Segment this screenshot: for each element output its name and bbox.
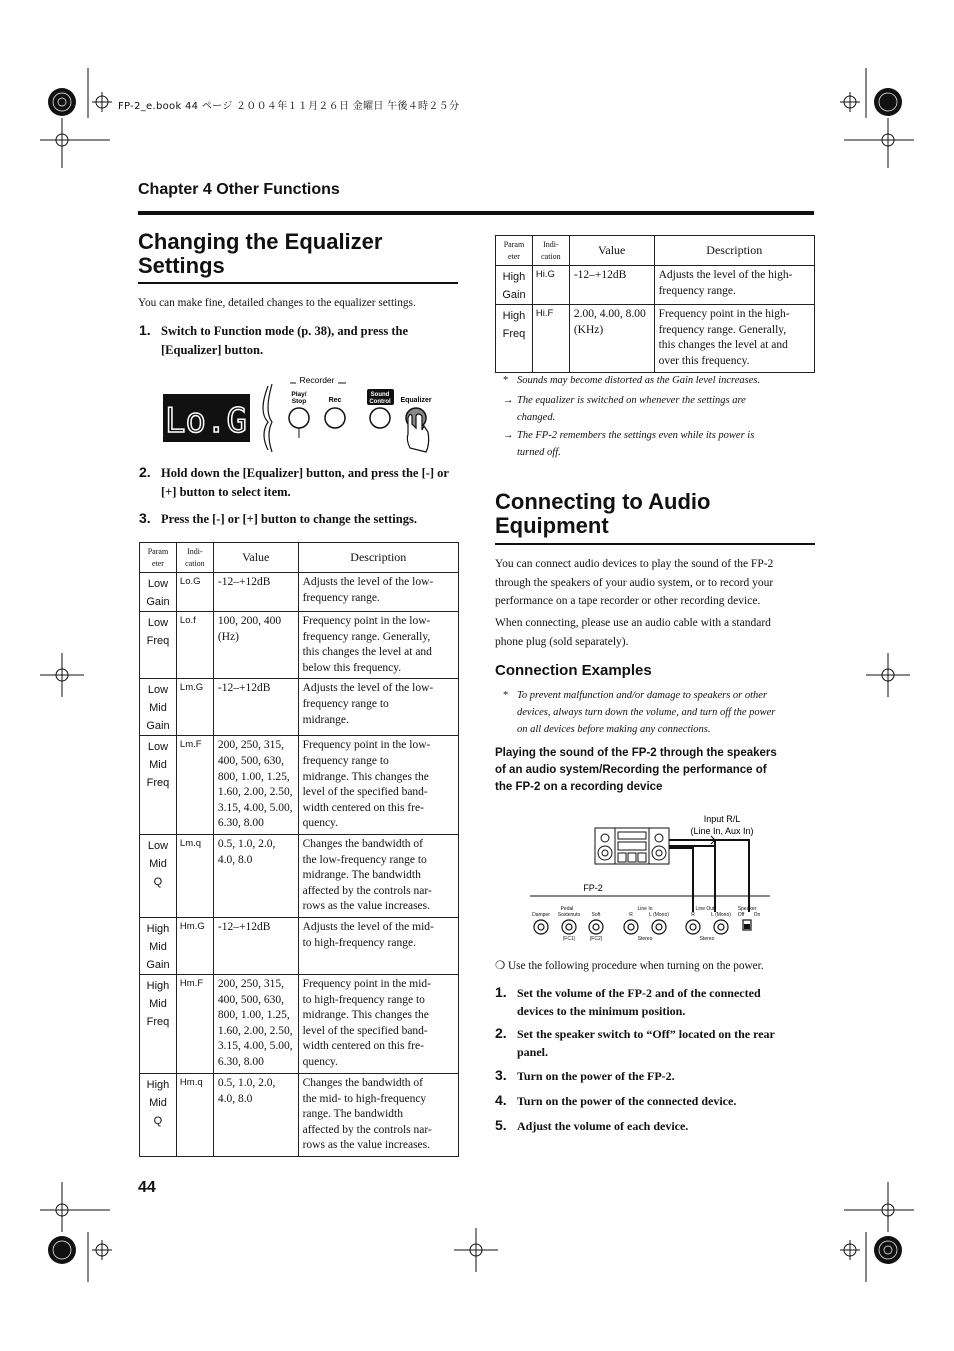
description-cell: Frequency point in the high- frequency range. Generally, this changes the level at and over this frequency.: [654, 305, 814, 373]
eq-step-3: [139, 510, 459, 529]
svg-text:On: On: [753, 912, 761, 918]
equalizer-intro: You can make fine, detailed changes to the equalizer settings.: [138, 297, 416, 309]
svg-text:Stereo: Stereo: [699, 936, 715, 942]
indication-cell: Lo.G: [176, 573, 213, 612]
svg-text:Line Out: Line Out: [695, 906, 715, 912]
description-cell: Frequency point in the low- frequency range. Generally, this changes the level at and below this frequency.: [298, 612, 458, 679]
play-stop-button: [289, 408, 309, 428]
note: → The equalizer is switched on whenever the settings are changed.: [503, 395, 746, 423]
input-label: Input R/L: [703, 814, 741, 824]
power-step: 1. Set the volume of the FP-2 and of the connected devices to the minimum position.: [495, 984, 761, 1018]
step-number: 1.: [139, 322, 151, 338]
param-cell: Low Mid Freq: [140, 736, 177, 835]
sound-control-label: Sound: [370, 392, 390, 398]
col-value-header: Value: [213, 543, 298, 573]
svg-text:Line In: Line In: [637, 906, 653, 912]
col-description-header: Description: [298, 543, 458, 573]
description-cell: Adjusts the level of the low- frequency range.: [298, 573, 458, 612]
svg-text:(FC2): (FC2): [589, 936, 603, 942]
indication-cell: Lm.q: [176, 834, 213, 917]
col-description-header: Description: [654, 236, 814, 266]
table-row: [496, 305, 815, 373]
step-text: Hold down the [Equalizer] button, and press the [-] or [+] button to select item.: [161, 466, 449, 499]
svg-text:Damper: Damper: [532, 912, 550, 918]
svg-text:Speaker: Speaker: [737, 906, 757, 912]
svg-text:R: R: [629, 912, 633, 918]
caution-note: * To prevent malfunction and/or damage to speakers or other devices, always turn down the volume, and turn off the power on all devices before making any connections.: [503, 690, 776, 735]
col-param-header: Param eter: [496, 236, 533, 266]
panel-illustration: [160, 372, 440, 456]
equalizer-title: [138, 230, 382, 278]
value-cell: -12–+12dB: [213, 679, 298, 736]
value-cell: -12–+12dB: [569, 266, 654, 305]
param-cell: Low Freq: [140, 612, 177, 679]
value-cell: -12–+12dB: [213, 573, 298, 612]
power-step: 5. Adjust the volume of each device.: [495, 1117, 689, 1133]
connection-example-heading: Playing the sound of the FP-2 through the speakers of an audio system/Recording the performance of the FP-2 on a recording device: [495, 747, 777, 793]
svg-text:Stereo: Stereo: [637, 936, 653, 942]
eq-step-2: [139, 464, 459, 502]
value-cell: 200, 250, 315, 400, 500, 630, 800, 1.00, 1.25, 1.60, 2.00, 2.50, 3.15, 4.00, 5.00, 6.30, 8.00: [213, 736, 298, 835]
table-row: [140, 974, 459, 1073]
param-cell: High Gain: [496, 266, 533, 305]
param-cell: High Freq: [496, 305, 533, 373]
equalizer-param-table: [139, 542, 459, 1157]
value-cell: 100, 200, 400 (Hz): [213, 612, 298, 679]
value-cell: 2.00, 4.00, 8.00 (KHz): [569, 305, 654, 373]
step-number: 1.: [495, 984, 507, 1000]
chapter-title: Chapter 4 Other Functions: [138, 181, 340, 198]
step-text: Press the [-] or [+] button to change the settings.: [161, 512, 417, 526]
audio-title: [495, 490, 710, 538]
panel-divider: [263, 386, 268, 450]
param-cell: High Mid Q: [140, 1073, 177, 1156]
note: * Sounds may become distorted as the Gain level increases.: [503, 375, 761, 386]
param-cell: Low Gain: [140, 573, 177, 612]
page-number: 44: [138, 1179, 156, 1196]
indication-cell: Lm.F: [176, 736, 213, 835]
power-step: 2. Set the speaker switch to “Off” located on the rear panel.: [495, 1025, 775, 1059]
step-number: 4.: [495, 1092, 507, 1108]
sound-control-button: [370, 408, 390, 428]
step-number: 3.: [139, 510, 151, 526]
description-cell: Frequency point in the low- frequency range to midrange. This changes the level of the specified band- width centered on this fre- quency.: [298, 736, 458, 835]
table-row: [140, 736, 459, 835]
param-cell: Low Mid Gain: [140, 679, 177, 736]
svg-text:Sostenuto: Sostenuto: [557, 912, 581, 918]
audio-system-icon: [595, 828, 669, 864]
table-row: [140, 917, 459, 974]
svg-text:Pedal: Pedal: [560, 906, 574, 912]
step-number: 5.: [495, 1117, 507, 1133]
rec-label: Rec: [328, 397, 342, 404]
description-cell: Adjusts the level of the high- frequency range.: [654, 266, 814, 305]
input-sublabel: (Line In, Aux In): [690, 826, 754, 836]
indication-cell: Lm.G: [176, 679, 213, 736]
play-stop-label: Play/ Stop: [291, 391, 307, 405]
table-row: [496, 266, 815, 305]
equalizer-title-rule: [138, 282, 458, 284]
description-cell: Changes the bandwidth of the mid- to high-frequency range. The bandwidth affected by the controls nar- rows as the value increases.: [298, 1073, 458, 1156]
rec-button: [325, 408, 345, 428]
audio-cable: [669, 840, 749, 912]
audio-para-1: You can connect audio devices to play the sound of the FP-2 through the speakers of your audio system, or to record your performance on a tape recorder or other recording device.: [495, 558, 774, 607]
value-cell: 200, 250, 315, 400, 500, 630, 800, 1.00, 1.25, 1.60, 2.00, 2.50, 3.15, 4.00, 5.00, 6.30, 8.00: [213, 974, 298, 1073]
equalizer-label: Equalizer: [400, 397, 432, 404]
svg-text:Control: Control: [369, 399, 391, 405]
note: → The FP-2 remembers the settings even while its power is turned off.: [503, 430, 755, 458]
col-value-header: Value: [569, 236, 654, 266]
indication-cell: Lo.f: [176, 612, 213, 679]
value-cell: -12–+12dB: [213, 917, 298, 974]
equalizer-title-line2: Settings: [138, 253, 225, 278]
fp2-label: FP-2: [583, 883, 603, 893]
indication-cell: Hi.F: [532, 305, 569, 373]
table-row: [140, 573, 459, 612]
svg-text:(FC1): (FC1): [562, 936, 576, 942]
col-indication-header: Indi- cation: [532, 236, 569, 266]
svg-text:R: R: [691, 912, 695, 918]
chapter-rule: [138, 211, 814, 215]
step-number: 3.: [495, 1067, 507, 1083]
step-number: 2.: [495, 1025, 507, 1041]
rear-panel-jacks: [534, 920, 751, 934]
value-cell: 0.5, 1.0, 2.0, 4.0, 8.0: [213, 834, 298, 917]
description-cell: Adjusts the level of the low- frequency range to midrange.: [298, 679, 458, 736]
param-cell: Low Mid Q: [140, 834, 177, 917]
audio-title-line1: Connecting to Audio: [495, 489, 711, 514]
table-row: [140, 834, 459, 917]
recorder-label: Recorder: [299, 375, 335, 385]
indication-cell: Hm.G: [176, 917, 213, 974]
param-cell: High Mid Gain: [140, 917, 177, 974]
value-cell: 0.5, 1.0, 2.0, 4.0, 8.0: [213, 1073, 298, 1156]
description-cell: Adjusts the level of the mid- to high-frequency range.: [298, 917, 458, 974]
equalizer-title-line1: Changing the Equalizer: [138, 229, 383, 254]
step-number: 2.: [139, 464, 151, 480]
equalizer-param-table-continued: [495, 235, 815, 373]
col-indication-header: Indi- cation: [176, 543, 213, 573]
audio-title-rule: [495, 543, 815, 545]
connection-examples-heading: Connection Examples: [495, 662, 652, 679]
table-row: [140, 679, 459, 736]
svg-text:L (Mono): L (Mono): [711, 912, 731, 918]
procedure-intro: ❍ Use the following procedure when turning on the power.: [495, 960, 764, 972]
audio-para-2: When connecting, please use an audio cable with a standard phone plug (sold separately).: [495, 617, 771, 648]
connection-diagram: [525, 810, 775, 945]
col-param-header: Param eter: [140, 543, 177, 573]
power-step: 4. Turn on the power of the connected device.: [495, 1092, 737, 1108]
step-text: Switch to Function mode (p. 38), and press the [Equalizer] button.: [161, 324, 409, 357]
svg-text:Off: Off: [737, 912, 745, 918]
svg-text:L (Mono): L (Mono): [649, 912, 669, 918]
svg-text:Soft: Soft: [591, 912, 601, 918]
power-step: 3. Turn on the power of the FP-2.: [495, 1067, 675, 1083]
indication-cell: Hm.q: [176, 1073, 213, 1156]
table-row: [140, 1073, 459, 1156]
eq-step-1: [139, 322, 459, 360]
file-header: FP-2_e.book 44 ページ ２００４年１１月２６日 金曜日 午後４時２５分: [118, 101, 460, 112]
audio-title-line2: Equipment: [495, 513, 609, 538]
indication-cell: Hi.G: [532, 266, 569, 305]
indication-cell: Hm.F: [176, 974, 213, 1073]
description-cell: Changes the bandwidth of the low-frequency range to midrange. The bandwidth affected by the controls nar- rows as the value increases.: [298, 834, 458, 917]
param-cell: High Mid Freq: [140, 974, 177, 1073]
description-cell: Frequency point in the mid- to high-frequency range to midrange. This changes the level of the specified band- width centered on this fre- quency.: [298, 974, 458, 1073]
display-readout: Lo.G: [165, 401, 247, 441]
table-row: [140, 612, 459, 679]
